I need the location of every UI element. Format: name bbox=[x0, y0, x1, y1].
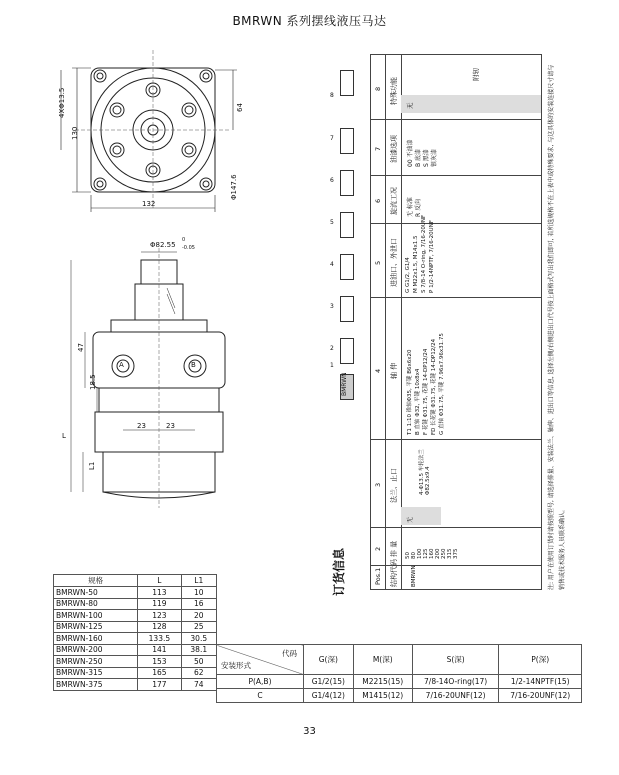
port-cell: 7/16-20UNF(12) bbox=[412, 689, 499, 703]
port-cell: P(A,B) bbox=[217, 675, 304, 689]
motor-top-view-drawing bbox=[55, 40, 245, 225]
section-5-item: S 7/8-14 O-ring, 7/16-20UNF bbox=[421, 214, 427, 293]
section-2-pos: 2 bbox=[374, 546, 382, 551]
code-box-8 bbox=[340, 70, 354, 96]
section-divider bbox=[371, 527, 541, 528]
section-5-title: 进油口、外泄口 bbox=[390, 238, 398, 287]
table-row bbox=[54, 621, 217, 633]
section-3-item: 4-Φ13.5 车轮法兰 bbox=[419, 449, 425, 495]
code-box-2 bbox=[340, 338, 354, 364]
spec-cell: 119 bbox=[138, 598, 181, 610]
spec-cell: 62 bbox=[181, 667, 216, 679]
dim-18-5: 18.5 bbox=[89, 374, 97, 390]
section-7-pos: 7 bbox=[374, 146, 382, 151]
table-row bbox=[54, 598, 217, 610]
section-2-item: 200 bbox=[435, 548, 441, 559]
section-2-item: 50 bbox=[405, 552, 411, 559]
section-2-item: 375 bbox=[453, 548, 459, 559]
section-2-item: 250 bbox=[441, 548, 447, 559]
order-code-strip bbox=[338, 66, 354, 396]
section-divider bbox=[371, 119, 541, 120]
spec-cell: BMRWN-375 bbox=[54, 679, 138, 691]
page-title: BMRWN 系列摆线液压马达 bbox=[232, 14, 387, 28]
port-header-m: M(深) bbox=[353, 645, 412, 675]
section-7-item: B 底漆 bbox=[415, 148, 422, 167]
dim-23-b: 23 bbox=[166, 422, 175, 430]
section-divider bbox=[371, 223, 541, 224]
section-5-item: M M22x1.5, M14x1.5 bbox=[413, 235, 419, 293]
spec-cell: BMRWN-50 bbox=[54, 587, 138, 599]
section-6-item: R 反向 bbox=[415, 198, 422, 217]
port-cell: G1/4(12) bbox=[304, 689, 354, 703]
code-box-1-label: BMRWN bbox=[341, 372, 348, 396]
table-row bbox=[54, 656, 217, 668]
code-pos-3: 3 bbox=[330, 303, 334, 310]
page-number: 33 bbox=[303, 726, 316, 737]
spec-cell: 133.5 bbox=[138, 633, 181, 645]
spec-cell: 74 bbox=[181, 679, 216, 691]
dim-147: Φ147.6 bbox=[230, 174, 238, 200]
spec-cell: 50 bbox=[181, 656, 216, 668]
spec-cell: 10 bbox=[181, 587, 216, 599]
code-box-4 bbox=[340, 254, 354, 280]
section-2-title: 排 量 bbox=[390, 540, 398, 557]
section-1-item: BMRWN bbox=[411, 565, 417, 587]
section-4-item: G 直轴 Φ31.75, 平键 7.96x7.96x31.75 bbox=[439, 333, 445, 435]
dim-shaft-diameter: Φ82.55 bbox=[150, 241, 176, 249]
dim-L: L bbox=[62, 432, 66, 440]
port-cell: M2215(15) bbox=[353, 675, 412, 689]
code-pos-7: 7 bbox=[330, 135, 334, 142]
section-2-item: 100 bbox=[417, 548, 423, 559]
dim-132: 132 bbox=[142, 200, 156, 208]
section-3-pos: 3 bbox=[374, 482, 382, 487]
dim-L1: L1 bbox=[88, 461, 96, 470]
code-pos-2: 2 bbox=[330, 345, 334, 352]
spec-cell: BMRWN-160 bbox=[54, 633, 138, 645]
port-header-p: P(深) bbox=[499, 645, 582, 675]
code-pos-4: 4 bbox=[330, 261, 334, 268]
port-corner-cell bbox=[217, 645, 304, 675]
section-2-item: 315 bbox=[447, 548, 453, 559]
port-cell: 7/16-20UNF(12) bbox=[499, 689, 582, 703]
section-2-item: 160 bbox=[429, 548, 435, 559]
section-7-item: 00 不油漆 bbox=[407, 139, 414, 167]
section-3-item: Φ82.5x9.4 bbox=[425, 466, 431, 495]
port-cell: 7/8-14O-ring(17) bbox=[412, 675, 499, 689]
ordering-note-text: 注: 用户在使用订货时请按照型号, 请选择排量、安装法兰、轴伸、进出口等信息, 选择左侧/右侧进出口代号按上面格式写出我们即可, 若所选规格不在上表中或特殊要求, 与这具体的安装连接尺寸请与销售或技术服务人员联系确认。 bbox=[548, 64, 566, 590]
table-row bbox=[54, 644, 217, 656]
section-3-title: 法兰、止口 bbox=[390, 468, 398, 503]
section-8-item: 附轫 bbox=[472, 68, 480, 81]
section-4-item: B 直轴 Φ32, 平键 10x8x4 bbox=[415, 368, 421, 435]
section-6-item: 无 标准 bbox=[407, 197, 414, 217]
section-8-pos: 8 bbox=[374, 86, 382, 91]
section-7-title: 油漆选项 bbox=[390, 135, 398, 163]
section-3-item: 无 bbox=[407, 516, 414, 523]
section-5-pos: 5 bbox=[374, 260, 382, 265]
port-table bbox=[216, 644, 582, 703]
section-4-item: FD 长花键 Φ31.75, 花键 14-DP12/24 bbox=[431, 338, 437, 435]
spec-cell: 113 bbox=[138, 587, 181, 599]
spec-cell: BMRWN-315 bbox=[54, 667, 138, 679]
spec-cell: 141 bbox=[138, 644, 181, 656]
section-7-item: 银灰漆 bbox=[431, 148, 438, 167]
section-divider bbox=[371, 175, 541, 176]
table-row bbox=[54, 679, 217, 691]
table-row bbox=[54, 667, 217, 679]
section-8-none-shade bbox=[401, 95, 541, 113]
code-pos-1: 1 bbox=[330, 362, 334, 369]
ordering-table bbox=[370, 54, 542, 590]
spec-cell: BMRWN-250 bbox=[54, 656, 138, 668]
spec-header-L: L bbox=[138, 575, 181, 587]
section-4-item: T1 1:10 锥轴Φ35, 平键 B6x6x20 bbox=[407, 349, 413, 435]
code-box-7 bbox=[340, 128, 354, 154]
section-6-pos: 6 bbox=[374, 198, 382, 203]
spec-table bbox=[53, 574, 217, 691]
table-row bbox=[54, 633, 217, 645]
port-corner-bottom: 安装形式 bbox=[221, 661, 251, 670]
spec-cell: BMRWN-200 bbox=[54, 644, 138, 656]
section-1-pos: Pos.1 bbox=[374, 567, 382, 585]
section-5-item: P 1/2-14NPTF, 7/16-20UNF bbox=[429, 220, 435, 293]
section-divider bbox=[371, 439, 541, 440]
section-8-title: 特殊功能 bbox=[390, 77, 398, 105]
code-box-5 bbox=[340, 212, 354, 238]
spec-cell: 153 bbox=[138, 656, 181, 668]
port-cell: M1415(12) bbox=[353, 689, 412, 703]
section-7-item: S 黑漆 bbox=[423, 149, 430, 167]
spec-cell: BMRWN-80 bbox=[54, 598, 138, 610]
spec-cell: 165 bbox=[138, 667, 181, 679]
section-4-item: F 花键 Φ31.75, 花键 14-DP12/24 bbox=[423, 348, 429, 435]
spec-cell: 25 bbox=[181, 621, 216, 633]
dim-64: 64 bbox=[236, 103, 244, 112]
code-box-6 bbox=[340, 170, 354, 196]
code-pos-8: 8 bbox=[330, 92, 334, 99]
table-row bbox=[54, 587, 217, 599]
spec-cell: BMRWN-100 bbox=[54, 610, 138, 622]
section-6-title: 旋流工况 bbox=[390, 187, 398, 215]
dim-47: 47 bbox=[77, 343, 85, 352]
spec-cell: 128 bbox=[138, 621, 181, 633]
spec-header-L1: L1 bbox=[181, 575, 216, 587]
code-pos-6: 6 bbox=[330, 177, 334, 184]
section-1-title: 结构代码 bbox=[390, 559, 398, 587]
ordering-heading: 订货信息 bbox=[332, 547, 346, 596]
port-corner-top: 代码 bbox=[282, 649, 297, 658]
dim-shaft-tol-bottom: -0.05 bbox=[182, 245, 195, 251]
port-cell: 1/2-14NPTF(15) bbox=[499, 675, 582, 689]
section-divider bbox=[371, 297, 541, 298]
table-row bbox=[217, 675, 582, 689]
dim-130: 130 bbox=[71, 126, 79, 140]
dim-shaft-tol-top: 0 bbox=[182, 237, 186, 243]
section-4-title: 轴 伸 bbox=[390, 362, 398, 379]
port-cell: C bbox=[217, 689, 304, 703]
code-box-3 bbox=[340, 296, 354, 322]
section-4-pos: 4 bbox=[374, 368, 382, 373]
table-row bbox=[54, 610, 217, 622]
spec-cell: 16 bbox=[181, 598, 216, 610]
section-2-item: 80 bbox=[411, 552, 417, 559]
spec-cell: 38.1 bbox=[181, 644, 216, 656]
ordering-pos-strip bbox=[371, 55, 386, 589]
dim-23-a: 23 bbox=[137, 422, 146, 430]
spec-cell: 30.5 bbox=[181, 633, 216, 645]
section-8-item: 无 bbox=[406, 102, 414, 109]
ordering-note bbox=[546, 60, 568, 590]
motor-side-view-drawing bbox=[55, 238, 245, 518]
spec-cell: 20 bbox=[181, 610, 216, 622]
code-pos-5: 5 bbox=[330, 219, 334, 226]
spec-cell: 177 bbox=[138, 679, 181, 691]
port-header-s: S(深) bbox=[412, 645, 499, 675]
spec-header-model: 规格 bbox=[54, 575, 138, 587]
spec-cell: BMRWN-125 bbox=[54, 621, 138, 633]
dim-holes: 4XΦ13.5 bbox=[58, 87, 66, 118]
table-row bbox=[217, 689, 582, 703]
spec-cell: 123 bbox=[138, 610, 181, 622]
port-a-label: A bbox=[119, 361, 124, 369]
port-b-label: B bbox=[191, 361, 196, 369]
section-5-item: G G1/2, G1/4 bbox=[405, 257, 411, 293]
port-header-g: G(深) bbox=[304, 645, 354, 675]
port-cell: G1/2(15) bbox=[304, 675, 354, 689]
section-2-item: 125 bbox=[423, 548, 429, 559]
